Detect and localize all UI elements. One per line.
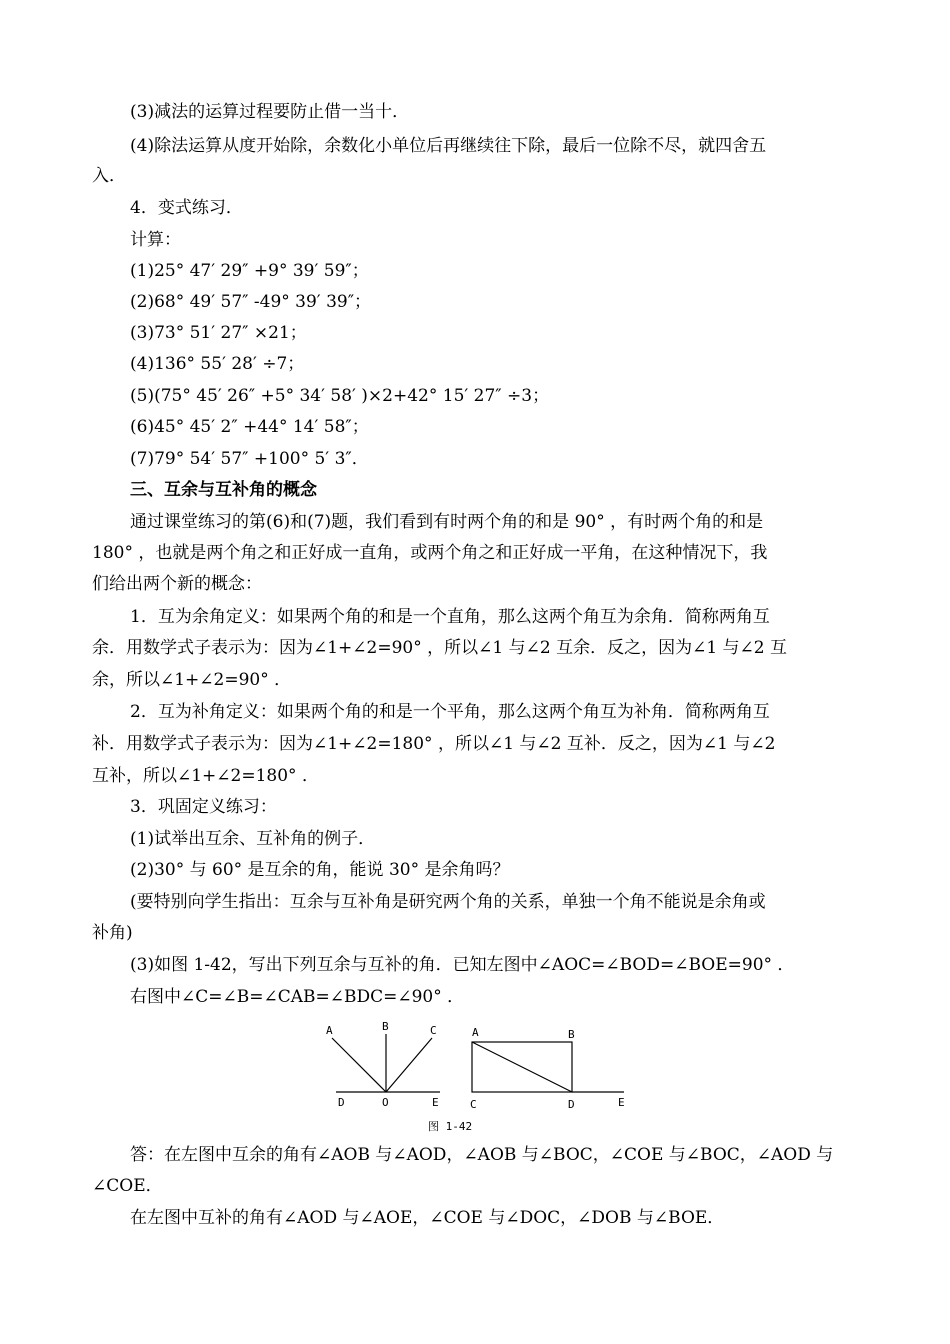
ray-OC [386,1038,432,1092]
label-D-left: D [338,1096,345,1109]
text-line: 补．用数学式子表示为：因为∠1+∠2=180° ，所以∠1 与∠2 互补．反之，因为∠1 与∠2 [92,734,776,754]
text-line: ∠COE． [92,1176,163,1196]
text-line: 计算： [130,230,181,250]
text-line: (3)减法的运算过程要防止借一当十． [130,102,410,122]
label-C-right: C [470,1098,477,1111]
text-line: (4)除法运算从度开始除，余数化小单位后再继续往下除，最后一位除不尽，就四舍五 [130,136,767,156]
text-line: (3)73° 51′ 27″ ×21； [130,323,307,343]
diagonal-AD [472,1042,572,1092]
label-A-right: A [472,1026,479,1039]
text-line: 右图中∠C=∠B=∠CAB=∠BDC=∠90° ． [130,987,465,1007]
text-line: (2)68° 49′ 57″ -49° 39′ 39″； [130,292,372,312]
text-line: (要特别向学生指出：互余与互补角是研究两个角的关系，单独一个角不能说是余角或 [130,892,766,912]
text-line: (3)如图 1-42，写出下列互余与互补的角．已知左图中∠AOC=∠BOD=∠BOE=90° ． [130,955,795,975]
label-B-left: B [382,1020,389,1033]
text-line: (5)(75° 45′ 26″ +5° 34′ 58′ )×2+42° 15′ 27″ ÷3； [130,386,550,406]
text-line: 2．互为补角定义：如果两个角的和是一个平角，那么这两个角互为补角．简称两角互 [130,702,770,722]
text-line: 1．互为余角定义：如果两个角的和是一个直角，那么这两个角互为余角．简称两角互 [130,607,770,627]
text-line: 答：在左图中互余的角有∠AOB 与∠AOD，∠AOB 与∠BOC，∠COE 与∠BOC，∠AOD 与 [130,1145,834,1165]
text-line: 余，所以∠1+∠2=90° ． [92,670,292,690]
text-line: 们给出两个新的概念： [92,574,262,594]
label-B-right: B [568,1028,575,1041]
label-C-left: C [430,1024,437,1037]
text-line: 180° ，也就是两个角之和正好成一直角，或两个角之和正好成一平角，在这种情况下，我 [92,543,768,563]
text-line: 通过课堂练习的第(6)和(7)题，我们看到有时两个角的和是 90° ，有时两个角的和是 [130,512,764,532]
text-line: (2)30° 与 60° 是互余的角，能说 30° 是余角吗？ [130,860,510,880]
text-line: 互补，所以∠1+∠2=180° ． [92,766,319,786]
text-line: (6)45° 45′ 2″ +44° 14′ 58″； [130,417,369,437]
figure-caption: 图 1-42 [428,1120,473,1133]
label-O-left: O [382,1096,389,1109]
text-line: 余．用数学式子表示为：因为∠1+∠2=90° ，所以∠1 与∠2 互余．反之，因为∠1 与∠2 互 [92,638,787,658]
text-line: 3．巩固定义练习： [130,797,277,817]
text-line: 4．变式练习． [130,198,243,218]
section-heading: 三、互余与互补角的概念 [130,480,317,500]
label-E-right: E [618,1096,625,1109]
label-D-right: D [568,1098,575,1111]
label-A-left: A [326,1024,333,1037]
text-line: (4)136° 55′ 28′ ÷7； [130,354,305,374]
text-line: 入． [92,166,126,186]
text-line: (1)试举出互余、互补角的例子． [130,829,376,849]
label-E-left: E [432,1096,439,1109]
text-line: (1)25° 47′ 29″ +9° 39′ 59″； [130,261,369,281]
text-line: 补角) [92,923,133,943]
figure-svg [320,1018,640,1136]
figure-1-42 [320,1018,640,1136]
text-line: 在左图中互补的角有∠AOD 与∠AOE，∠COE 与∠DOC，∠DOB 与∠BOE． [130,1208,725,1228]
text-line: (7)79° 54′ 57″ +100° 5′ 3″． [130,449,369,469]
ray-OA [332,1038,386,1092]
